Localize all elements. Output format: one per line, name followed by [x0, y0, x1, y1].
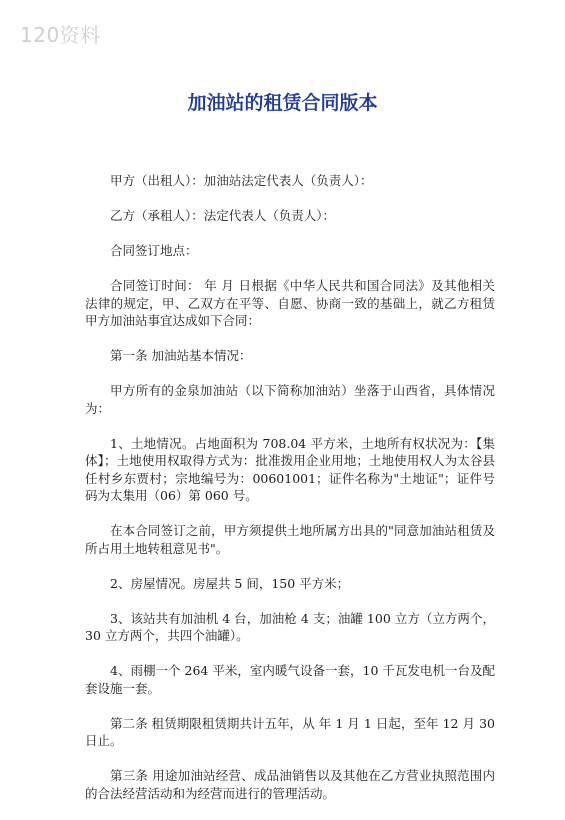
building-info-paragraph: 2、房屋情况。房屋共 5 间，150 平方米； [110, 575, 350, 591]
watermark-logo: 120资料 [20, 23, 101, 47]
signing-place-line: 合同签订地点： [110, 243, 198, 258]
canopy-paragraph: 4、雨棚一个 264 平米，室内暖气设备一套，10 千瓦发电机一台及配套设施一套。 [85, 663, 495, 696]
document-title: 加油站的租赁合同版本 [187, 92, 378, 114]
article-3-paragraph: 第三条 用途加油站经营、成品油销售以及其他在乙方营业执照范围内的合法经营活动和为经营而进行的管理活动。 [85, 768, 495, 801]
signing-time-paragraph: 合同签订时间： 年 月 日根据《中华人民共和国合同法》及其他相关法律的规定，甲、乙双方在平等、自愿、协商一致的基础上，就乙方租赁甲方加油站事宜达成如下合同： [85, 278, 495, 328]
party-a-line: 甲方（出租人）：加油站法定代表人（负责人）： [110, 173, 373, 188]
article-2-paragraph: 第二条 租赁期限租赁期共计五年，从 年 1 月 1 日起，至年 12 月 30 日止。 [85, 715, 495, 748]
article-1-heading: 第一条 加油站基本情况： [110, 348, 252, 363]
land-consent-paragraph: 在本合同签订之前，甲方须提供土地所属方出具的"同意加油站租赁及所占用土地转租意见书"。 [85, 523, 495, 556]
station-location-paragraph: 甲方所有的金泉加油站（以下简称加油站）坐落于山西省，具体情况为： [85, 383, 495, 416]
equipment-paragraph: 3、该站共有加油机 4 台，加油枪 4 支；油罐 100 立方（立方两个，30 立方两个，共四个油罐）。 [85, 610, 495, 643]
document-body [85, 172, 495, 820]
party-b-line: 乙方（承租人）：法定代表人（负责人）： [110, 208, 336, 223]
land-info-paragraph: 1、土地情况。占地面积为 708.04 平方米，土地所有权状况为：【集体】；土地使用权取得方式为：批准拨用企业用地；土地使用权人为太谷县任村乡东贾村；宗地编号为：00601001；证件名称为"土地证"；证件号码为太集用（06）第 060 号。 [85, 435, 495, 503]
